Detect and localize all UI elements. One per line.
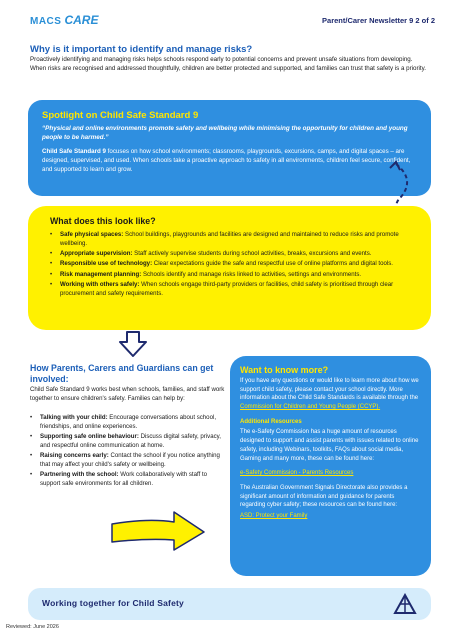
- additional-resources-heading: Additional Resources: [240, 418, 302, 425]
- reviewed-date: Reviewed: June 2026: [6, 624, 59, 630]
- list-item: [30, 471, 225, 489]
- what-it-looks-like-list: [50, 231, 415, 299]
- footer-bar: [28, 588, 431, 620]
- footer-tagline: Working together for Child Safety: [42, 598, 184, 608]
- list-item-text: Discuss digital safety, privacy, and respectful online communication at home.: [40, 433, 221, 449]
- list-item: [50, 250, 415, 259]
- spotlight-body-bold: Child Safe Standard 9: [42, 148, 106, 155]
- list-item-text: Work collaboratively with staff to support safe environments for all children.: [40, 471, 208, 488]
- list-item-bold: Risk management planning:: [60, 270, 142, 278]
- list-item: [50, 271, 415, 280]
- list-item-bold: Supporting safe online behaviour:: [40, 433, 139, 441]
- what-it-looks-like-title: What does this look like?: [50, 216, 156, 226]
- want-to-know-more-panel: [230, 356, 431, 576]
- list-item-text: Contact the school if you notice anything that may affect your child's safety or wellbeing.: [40, 452, 220, 469]
- spotlight-quote: “Physical and online environments promote safety and wellbeing while minimising the opportunity for children and young people to be harmed.”: [42, 125, 408, 141]
- intro-heading: Why is it important to identify and manage risks?: [30, 44, 253, 55]
- ccyp-link[interactable]: Commission for Children and Young People (CCYP).: [240, 404, 381, 411]
- know-more-text: If you have any questions or would like to learn more about how we support child safety, please contact your school directly. More information about the Child Safe Standards is available through the: [240, 378, 419, 402]
- esafety-paragraph: The e-Safety Commission has a huge amount of resources designed to support and assist parents with issues related to online safety, including Webinars, toolkits, FAQs about social media, Gaming and many more, these can be found here:: [240, 429, 419, 462]
- list-item-bold: Working with others safely:: [60, 281, 140, 289]
- list-item-text: Staff actively supervise students during school activities, breaks, excursions and events.: [132, 250, 372, 258]
- parents-list: [30, 414, 225, 491]
- right-arrow-icon: [108, 508, 208, 554]
- know-more-title: Want to know more?: [240, 365, 329, 375]
- list-item: [30, 414, 225, 432]
- intro-paragraph: Proactively identifying and managing risks helps schools respond early to potential concerns and prevent unsafe situations from developing. When risks are recognised and addressed thoughtfully, children are better protected and supported, and families can trust that safety is a priority.: [30, 56, 426, 72]
- list-item-bold: Raising concerns early:: [40, 452, 109, 460]
- list-item: [30, 452, 225, 470]
- list-item: [50, 281, 415, 299]
- spotlight-title: Spotlight on Child Safe Standard 9: [42, 110, 199, 121]
- list-item-text: Schools identify and manage risks linked to activities, settings and environments.: [141, 270, 362, 278]
- footer-logo-icon: [393, 593, 417, 615]
- newsletter-title: Parent/Carer Newsletter 9 2 of 2: [322, 16, 435, 25]
- list-item: [50, 260, 415, 269]
- list-item-text: School buildings, playgrounds and facilities are designed and maintained to reduce risks and promote wellbeing.: [60, 231, 399, 247]
- what-it-looks-like-panel: [28, 206, 431, 330]
- logo-macs-text: MACS: [30, 16, 62, 27]
- list-item-text: Encourage conversations about school, friendships, and online experiences.: [40, 414, 217, 430]
- spotlight-body: [42, 148, 417, 175]
- esafety-link[interactable]: e-Safety Commission - Parents Resources: [240, 470, 354, 477]
- down-arrow-icon: [118, 330, 148, 358]
- list-item-bold: Talking with your child:: [40, 414, 108, 421]
- header: [0, 0, 457, 40]
- list-item-text: When schools engage third-party providers or facilities, child safety is prioritised through clear procurement and safety requirements.: [60, 281, 394, 297]
- list-item-bold: Appropriate supervision:: [60, 250, 133, 258]
- list-item: [30, 433, 225, 451]
- logo-care-text: CARE: [64, 13, 99, 27]
- asd-paragraph: The Australian Government Signals Directorate also provides a significant amount of information and guidance for parents regarding cyber safety; these resources can be found here:: [240, 484, 408, 509]
- macs-care-logo: [30, 13, 98, 27]
- asd-link[interactable]: ASD: Protect your Family: [240, 512, 308, 519]
- parents-paragraph: Child Safe Standard 9 works best when schools, families, and staff work together to ensure children's safety. Families can help by:: [30, 386, 225, 402]
- parents-heading: How Parents, Carers and Guardians can get involved:: [30, 363, 214, 384]
- list-item: [50, 231, 415, 249]
- list-item-bold: Responsible use of technology:: [60, 260, 153, 268]
- spotlight-panel: [28, 100, 431, 196]
- spotlight-body-text: focuses on how school environments; classrooms, playgrounds, excursions, camps, and digital spaces – are designed, supervised, and used. When schools take a proactive approach to safety in all environments, children feel secure, confident, and supported to learn and grow.: [42, 148, 411, 173]
- list-item-bold: Safe physical spaces:: [60, 231, 124, 238]
- list-item-bold: Partnering with the school:: [40, 471, 119, 479]
- list-item-text: Clear expectations guide the safe and respectful use of online platforms and digital tools.: [152, 260, 393, 268]
- know-more-paragraph: [240, 377, 421, 412]
